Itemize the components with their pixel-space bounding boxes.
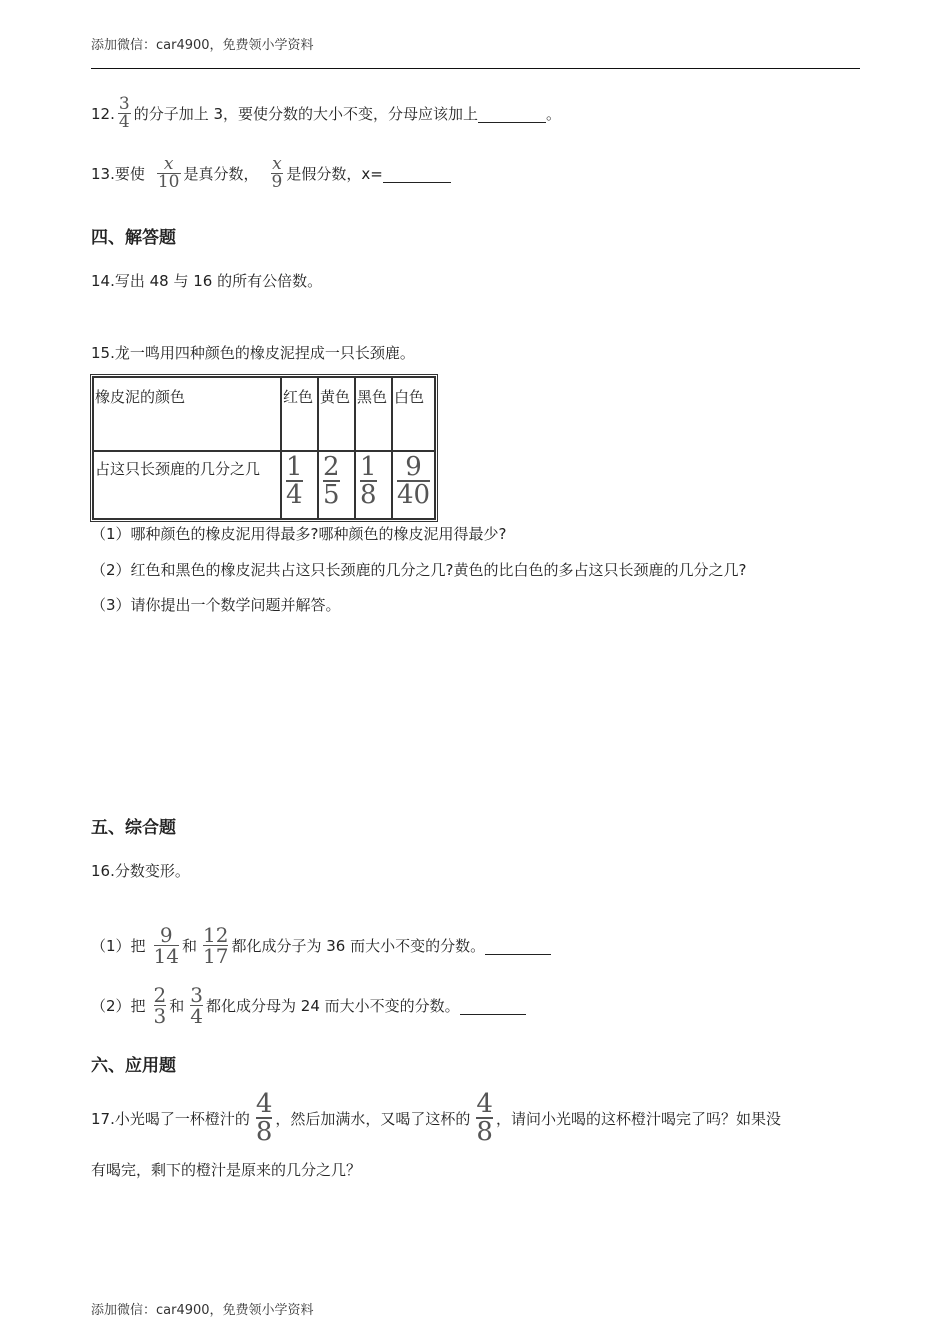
table-cell-white (392, 451, 435, 519)
q12-answer-blank[interactable] (478, 108, 546, 123)
table-header-black: 黑色 (355, 377, 392, 451)
table-row-label: 占这只长颈鹿的几分之几 (93, 451, 281, 519)
q15-sub-2: （2）红色和黑色的橡皮泥共占这只长颈鹿的几分之几?黄色的比白色的多占这只长颈鹿的几分之几? (91, 561, 747, 579)
q13-text: 是假分数，x= (286, 165, 383, 183)
q12-number: 12. (91, 104, 115, 123)
q13-prefix: 13.要使 (91, 165, 145, 183)
q13-mid: 是真分数， (183, 165, 259, 183)
q16-p2-fraction-2: $\frac{3}{4}$ (190, 983, 204, 1028)
fraction-yellow: $\frac{2}{5}$ (323, 452, 340, 510)
header-rule (91, 68, 860, 69)
q17-fraction-1: $\frac{4}{8}$ (255, 1089, 273, 1147)
table-cell-red (281, 451, 318, 519)
table-header-color: 橡皮泥的颜色 (93, 377, 281, 451)
q17-part-3: ，请问小光喝的这杯橙汁喝完了吗？如果没 (495, 1109, 781, 1128)
q17-part-2: ，然后加满水，又喝了这杯的 (275, 1109, 471, 1128)
table-header-yellow: 黄色 (318, 377, 355, 451)
q17-fraction-2: $\frac{4}{8}$ (476, 1089, 493, 1147)
section-6-title: 六、应用题 (91, 1056, 176, 1076)
question-17-line-1 (91, 1091, 781, 1145)
q12-end: 。 (546, 105, 562, 123)
question-17-line-2: 有喝完，剩下的橙汁是原来的几分之几？ (91, 1161, 362, 1179)
question-12 (91, 96, 561, 131)
q16-p2-answer-blank[interactable] (460, 1000, 526, 1015)
q17-part-1: 17.小光喝了一杯橙汁的 (91, 1109, 250, 1128)
q13-fraction-1: $\frac{x}{10}$ (157, 154, 180, 192)
fraction-white: $\frac{9}{40}$ (397, 452, 431, 510)
q16-p1-text: 都化成分子为 36 而大小不变的分数。 (231, 937, 486, 955)
table-header-red: 红色 (281, 377, 318, 451)
q16-part-2 (91, 985, 526, 1026)
question-13 (91, 156, 451, 191)
q13-fraction-2: $\frac{x}{9}$ (271, 154, 283, 192)
q15-sub-3: （3）请你提出一个数学问题并解答。 (91, 596, 341, 614)
q13-answer-blank[interactable] (383, 168, 451, 183)
q16-p2-and: 和 (169, 997, 185, 1015)
section-5-title: 五、综合题 (91, 818, 176, 838)
color-table (90, 374, 438, 522)
q16-p1-prefix: （1）把 (91, 937, 146, 955)
q16-p1-and: 和 (182, 937, 198, 955)
question-15: 15.龙一鸣用四种颜色的橡皮泥捏成一只长颈鹿。 (91, 344, 415, 362)
header-text: 添加微信：car4900，免费领小学资料 (91, 38, 314, 53)
q16-p1-fraction-1: $\frac{9}{14}$ (153, 923, 179, 968)
fraction-red: $\frac{1}{4}$ (286, 452, 303, 510)
fraction-black: $\frac{1}{8}$ (360, 452, 377, 510)
table-header-white: 白色 (392, 377, 435, 451)
q16-part-1 (91, 925, 551, 966)
footer-text: 添加微信：car4900，免费领小学资料 (91, 1303, 314, 1318)
question-16: 16.分数变形。 (91, 862, 190, 880)
q15-sub-1: （1）哪种颜色的橡皮泥用得最多?哪种颜色的橡皮泥用得最少? (91, 525, 507, 543)
q12-text: 的分子加上 3，要使分数的大小不变，分母应该加上 (133, 105, 479, 123)
table-cell-yellow (318, 451, 355, 519)
q16-p2-prefix: （2）把 (91, 997, 146, 1015)
q16-p2-text: 都化成分母为 24 而大小不变的分数。 (206, 997, 460, 1015)
q16-p1-answer-blank[interactable] (485, 940, 551, 955)
q16-p1-fraction-2: $\frac{12}{17}$ (203, 923, 229, 968)
question-14: 14.写出 48 与 16 的所有公倍数。 (91, 272, 323, 290)
section-4-title: 四、解答题 (91, 228, 176, 248)
q16-p2-fraction-1: $\frac{2}{3}$ (153, 983, 167, 1028)
table-cell-black (355, 451, 392, 519)
q12-fraction: $\frac{3}{4}$ (118, 94, 130, 132)
